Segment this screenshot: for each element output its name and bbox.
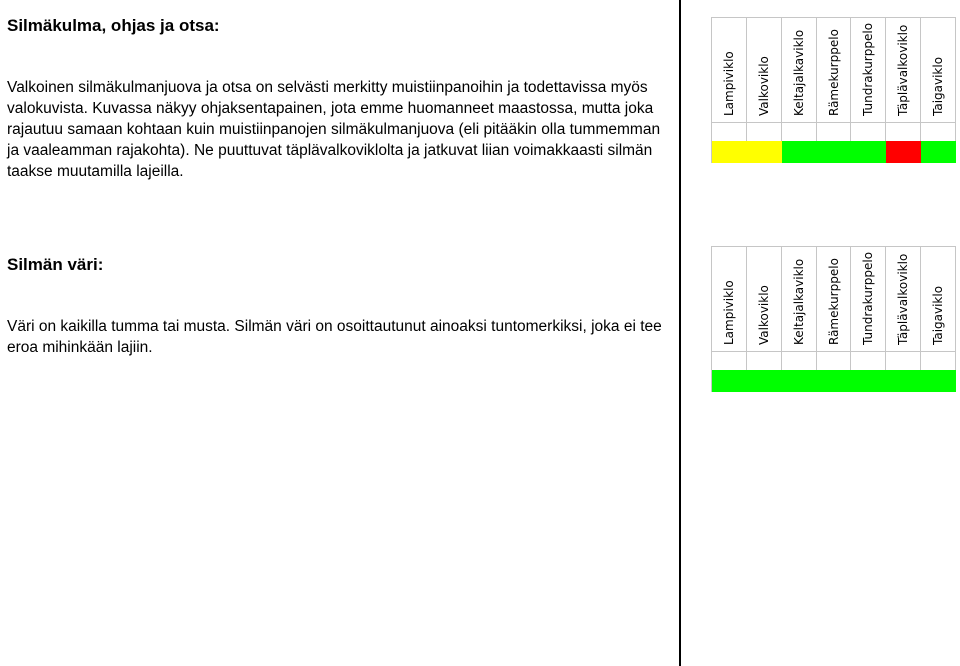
species-label: Lampiviklo	[721, 280, 736, 345]
species-header-cell	[817, 247, 852, 351]
spacer-cell	[817, 123, 852, 141]
spacer-cell	[851, 352, 886, 370]
species-label: Täplävalkoviklo	[896, 253, 911, 345]
spacer-cell	[712, 352, 747, 370]
species-header-cell	[851, 18, 886, 122]
spacer-cell	[782, 352, 817, 370]
color-indicator-cell	[782, 141, 817, 163]
spacer-cell	[921, 352, 956, 370]
species-header-cell	[851, 247, 886, 351]
color-indicator-cell	[817, 370, 852, 392]
species-label: Lampiviklo	[721, 51, 736, 116]
section-text-eye-color: Väri on kaikilla tumma tai musta. Silmän väri on osoittautunut ainoaksi tuntomerkiksi, joka ei tee eroa mihinkään lajiin.	[7, 318, 662, 356]
color-indicator-cell	[817, 141, 852, 163]
section-text-eye-corner: Valkoinen silmäkulmanjuova ja otsa on selvästi merkitty muistiinpanoihin ja todettavissa myös valokuvista. Kuvassa näkyy ohjaksentapainen, jota emme huomanneet maastossa, mutta joka rajautuu samaan kohtaan kuin muistiinpanojen silmäkulmanjuova (eli pitääkin olla tummemman ja vaaleamman rajakohta). Ne puuttuvat täplävalkoviklolta ja jatkuvat liian voimakkaasti silmän taakse muutamilla lajeilla.	[7, 79, 661, 180]
species-header-cell	[886, 247, 921, 351]
spacer-cell	[851, 123, 886, 141]
spacer-cell	[886, 123, 921, 141]
color-indicator-cell	[851, 370, 886, 392]
species-header-cell	[782, 18, 817, 122]
species-grid-eye-color	[711, 246, 956, 392]
color-indicator-cell	[747, 370, 782, 392]
color-indicator-row	[712, 370, 956, 392]
spacer-cell	[712, 123, 747, 141]
species-label: Tundrakurppelo	[861, 22, 876, 116]
color-indicator-cell	[712, 141, 747, 163]
species-label: Täplävalkoviklo	[896, 24, 911, 116]
spacer-cell	[782, 123, 817, 141]
color-indicator-cell	[747, 141, 782, 163]
species-header-cell	[817, 18, 852, 122]
spacer-row	[712, 351, 956, 370]
color-indicator-cell	[921, 370, 956, 392]
species-header-cell	[712, 18, 747, 122]
species-header-cell	[921, 247, 956, 351]
color-indicator-cell	[921, 141, 956, 163]
species-label: Valkoviklo	[756, 56, 771, 116]
color-indicator-cell	[886, 141, 921, 163]
color-indicator-cell	[851, 141, 886, 163]
species-header-row	[712, 18, 956, 122]
species-header-cell	[921, 18, 956, 122]
species-header-cell	[886, 18, 921, 122]
spacer-cell	[817, 352, 852, 370]
species-header-cell	[782, 247, 817, 351]
color-indicator-cell	[712, 370, 747, 392]
species-header-cell	[712, 247, 747, 351]
species-label: Taigaviklo	[931, 285, 946, 345]
section-heading-eye-corner: Silmäkulma, ohjas ja otsa:	[7, 16, 220, 35]
color-indicator-cell	[782, 370, 817, 392]
species-header-cell	[747, 247, 782, 351]
species-label: Rämekurppelo	[826, 258, 841, 345]
species-header-cell	[747, 18, 782, 122]
species-label: Valkoviklo	[756, 285, 771, 345]
species-label: Tundrakurppelo	[861, 251, 876, 345]
species-header-row	[712, 247, 956, 351]
species-label: Keltajalkaviklo	[791, 258, 806, 345]
color-indicator-cell	[886, 370, 921, 392]
vertical-divider	[679, 0, 681, 666]
spacer-cell	[747, 352, 782, 370]
spacer-cell	[886, 352, 921, 370]
spacer-cell	[921, 123, 956, 141]
species-label: Keltajalkaviklo	[791, 29, 806, 116]
spacer-row	[712, 122, 956, 141]
species-label: Rämekurppelo	[826, 29, 841, 116]
section-heading-eye-color: Silmän väri:	[7, 255, 104, 274]
species-grid-eye-corner	[711, 17, 956, 163]
spacer-cell	[747, 123, 782, 141]
species-label: Taigaviklo	[931, 56, 946, 116]
color-indicator-row	[712, 141, 956, 163]
